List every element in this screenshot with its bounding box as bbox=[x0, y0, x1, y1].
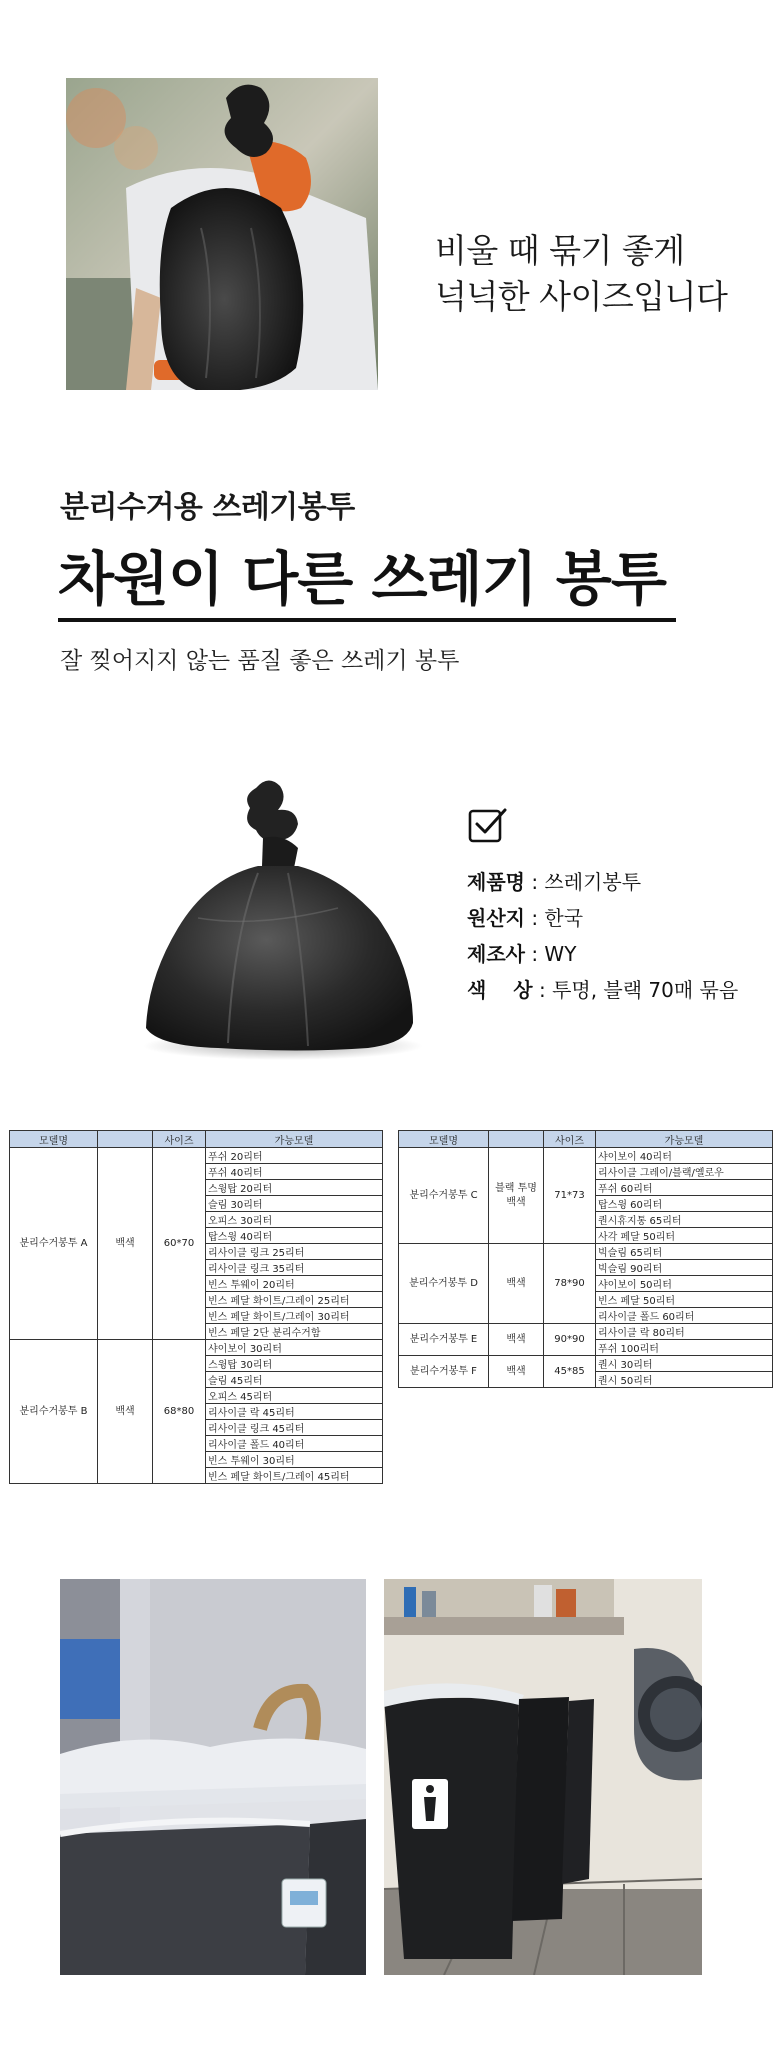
spec-row-manufacturer bbox=[467, 938, 576, 967]
compatible-model-cell: 오피스 30리터 bbox=[206, 1212, 383, 1228]
compatible-model-cell: 빈스 투웨이 20리터 bbox=[206, 1276, 383, 1292]
size-cell: 68*80 bbox=[153, 1340, 206, 1484]
subtitle: 분리수거용 쓰레기봉투 bbox=[60, 490, 355, 525]
color-cell: 블랙 투명 백색 bbox=[489, 1148, 544, 1244]
spec-value: : 쓰레기봉투 bbox=[524, 870, 642, 894]
table-header-row bbox=[399, 1131, 773, 1148]
compatible-model-cell: 빈스 페달 화이트/그레이 30리터 bbox=[206, 1308, 383, 1324]
compatible-model-cell: 리사이클 락 80리터 bbox=[596, 1324, 773, 1340]
compatible-model-cell: 리사이클 폴드 60리터 bbox=[596, 1308, 773, 1324]
size-cell: 60*70 bbox=[153, 1148, 206, 1340]
color-cell: 백색 bbox=[489, 1356, 544, 1388]
table-row bbox=[399, 1244, 773, 1260]
table-row bbox=[399, 1148, 773, 1164]
spec-key: 제품명 bbox=[467, 870, 525, 894]
compatible-model-cell: 빈스 페달 화이트/그레이 45리터 bbox=[206, 1468, 383, 1484]
compatible-model-cell: 스윙탑 30리터 bbox=[206, 1356, 383, 1372]
model-name-cell: 분리수거봉투 C bbox=[399, 1148, 489, 1244]
spec-row-origin bbox=[467, 902, 583, 931]
compatible-model-cell: 빅슬림 65리터 bbox=[596, 1244, 773, 1260]
size-cell: 78*90 bbox=[544, 1244, 596, 1324]
table-row bbox=[399, 1356, 773, 1372]
table-row bbox=[10, 1340, 383, 1356]
compatible-model-cell: 탑스윙 60리터 bbox=[596, 1196, 773, 1212]
spec-key: 제조사 bbox=[467, 942, 525, 966]
table-header-row bbox=[10, 1131, 383, 1148]
color-cell: 백색 bbox=[489, 1324, 544, 1356]
compatible-model-cell: 슬림 45리터 bbox=[206, 1372, 383, 1388]
size-cell: 45*85 bbox=[544, 1356, 596, 1388]
compatible-model-cell: 샤이보이 30리터 bbox=[206, 1340, 383, 1356]
table-body bbox=[10, 1148, 383, 1484]
spec-value: : WY bbox=[524, 942, 577, 966]
table-header-cell: 가능모델 bbox=[596, 1131, 773, 1148]
compatibility-table-right bbox=[398, 1130, 773, 1388]
compatible-model-cell: 리사이클 링크 25리터 bbox=[206, 1244, 383, 1260]
compatible-model-cell: 퀀시휴지통 65리터 bbox=[596, 1212, 773, 1228]
table-body bbox=[399, 1148, 773, 1388]
checkbox-check-icon bbox=[467, 805, 509, 847]
spec-value: : 투명, 블랙 70매 묶음 bbox=[532, 978, 739, 1002]
table-header-cell: 사이즈 bbox=[153, 1131, 206, 1148]
color-cell: 백색 bbox=[489, 1244, 544, 1324]
model-name-cell: 분리수거봉투 F bbox=[399, 1356, 489, 1388]
title-underline bbox=[58, 618, 676, 622]
spec-key: 원산지 bbox=[467, 906, 525, 930]
compatible-model-cell: 리사이클 락 45리터 bbox=[206, 1404, 383, 1420]
compatibility-table-left bbox=[9, 1130, 383, 1484]
compatible-model-cell: 빈스 페달 2단 분리수거함 bbox=[206, 1324, 383, 1340]
table-header-cell bbox=[489, 1131, 544, 1148]
compatible-model-cell: 푸쉬 20리터 bbox=[206, 1148, 383, 1164]
tagline: 잘 찢어지지 않는 품질 좋은 쓰레기 봉투 bbox=[60, 648, 460, 674]
compatible-model-cell: 사각 페달 50리터 bbox=[596, 1228, 773, 1244]
main-title: 차원이 다른 쓰레기 봉투 bbox=[58, 545, 666, 613]
table-header-cell: 가능모델 bbox=[206, 1131, 383, 1148]
compatible-model-cell: 리사이클 폴드 40리터 bbox=[206, 1436, 383, 1452]
model-name-cell: 분리수거봉투 B bbox=[10, 1340, 98, 1484]
garbage-bag-photo bbox=[138, 778, 428, 1060]
compatible-model-cell: 샤이보이 50리터 bbox=[596, 1276, 773, 1292]
compatible-model-cell: 리사이클 링크 45리터 bbox=[206, 1420, 383, 1436]
compatible-model-cell: 퀀시 30리터 bbox=[596, 1356, 773, 1372]
compatible-model-cell: 샤이보이 40리터 bbox=[596, 1148, 773, 1164]
compatible-model-cell: 푸쉬 60리터 bbox=[596, 1180, 773, 1196]
model-name-cell: 분리수거봉투 D bbox=[399, 1244, 489, 1324]
size-cell: 90*90 bbox=[544, 1324, 596, 1356]
size-cell: 71*73 bbox=[544, 1148, 596, 1244]
compatible-model-cell: 슬림 30리터 bbox=[206, 1196, 383, 1212]
compatible-model-cell: 리사이클 링크 35리터 bbox=[206, 1260, 383, 1276]
table-header-cell bbox=[98, 1131, 153, 1148]
hero-caption-line2: 넉넉한 사이즈입니다 bbox=[435, 277, 728, 316]
compatible-model-cell: 빅슬림 90리터 bbox=[596, 1260, 773, 1276]
compatible-model-cell: 푸쉬 100리터 bbox=[596, 1340, 773, 1356]
table-row bbox=[10, 1148, 383, 1164]
compatible-model-cell: 빈스 페달 50리터 bbox=[596, 1292, 773, 1308]
table-header-cell: 모델명 bbox=[10, 1131, 98, 1148]
compatible-model-cell: 퀀시 50리터 bbox=[596, 1372, 773, 1388]
hero-caption bbox=[435, 228, 755, 320]
hero-caption-line1: 비울 때 묶기 좋게 bbox=[435, 231, 685, 270]
compatible-model-cell: 빈스 페달 화이트/그레이 25리터 bbox=[206, 1292, 383, 1308]
model-name-cell: 분리수거봉투 E bbox=[399, 1324, 489, 1356]
spec-row-color bbox=[467, 974, 738, 1003]
model-name-cell: 분리수거봉투 A bbox=[10, 1148, 98, 1340]
compatible-model-cell: 빈스 투웨이 30리터 bbox=[206, 1452, 383, 1468]
photo-recycling-bins-office bbox=[60, 1579, 366, 1975]
spec-value: : 한국 bbox=[524, 906, 584, 930]
table-row bbox=[399, 1324, 773, 1340]
hero-photo-hand-holding-bag bbox=[66, 78, 378, 390]
photo-trash-bins-laundry bbox=[384, 1579, 702, 1975]
compatible-model-cell: 리사이클 그레이/블랙/옐로우 bbox=[596, 1164, 773, 1180]
color-cell: 백색 bbox=[98, 1148, 153, 1340]
color-cell: 백색 bbox=[98, 1340, 153, 1484]
table-header-cell: 사이즈 bbox=[544, 1131, 596, 1148]
compatible-model-cell: 탑스윙 40리터 bbox=[206, 1228, 383, 1244]
compatible-model-cell: 오피스 45리터 bbox=[206, 1388, 383, 1404]
compatible-model-cell: 스윙탑 20리터 bbox=[206, 1180, 383, 1196]
table-header-cell: 모델명 bbox=[399, 1131, 489, 1148]
compatible-model-cell: 푸쉬 40리터 bbox=[206, 1164, 383, 1180]
spec-row-product-name bbox=[467, 866, 641, 895]
spec-key: 색 상 bbox=[467, 978, 533, 1002]
